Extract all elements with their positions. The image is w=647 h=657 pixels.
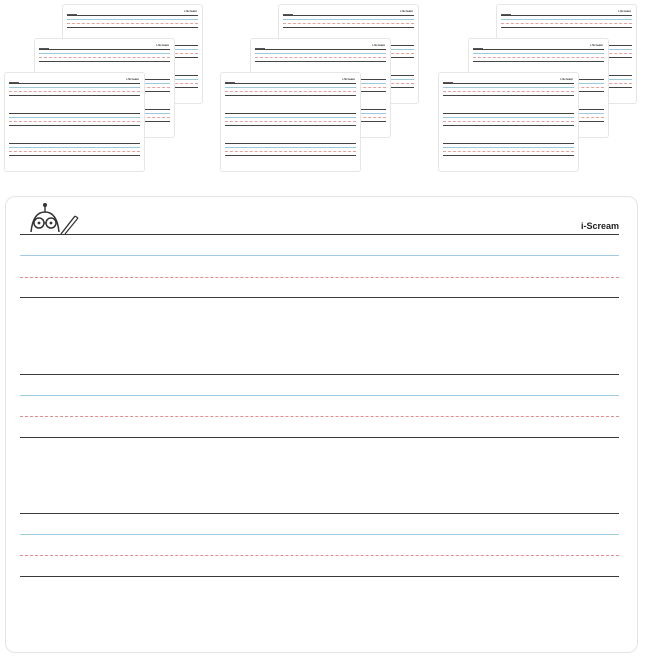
- ruled-line: [283, 19, 414, 20]
- ruled-line: [443, 113, 574, 114]
- ruled-line: [501, 15, 632, 16]
- ruled-line: [443, 117, 574, 118]
- brand-label: i-Scream: [156, 43, 169, 47]
- ruled-line: [443, 87, 574, 88]
- thumbnail-stack-3: [436, 0, 647, 185]
- ruled-line: [473, 53, 604, 54]
- ruled-line: [39, 57, 170, 58]
- ruled-line: [9, 83, 140, 84]
- ruled-line: [225, 155, 356, 156]
- ruled-line: [443, 121, 574, 122]
- ruled-line: [225, 91, 356, 92]
- top-line: [20, 513, 619, 514]
- ruled-line: [255, 57, 386, 58]
- ruled-line: [225, 83, 356, 84]
- brand-label: i-Scream: [400, 9, 413, 13]
- ruled-line: [225, 151, 356, 152]
- brand-label: i-Scream: [126, 77, 139, 81]
- ruled-line: [225, 147, 356, 148]
- guide-line-blue: [20, 395, 619, 396]
- top-line: [20, 234, 619, 235]
- ruled-line: [255, 49, 386, 50]
- baseline: [20, 576, 619, 577]
- guide-line-red: [20, 416, 619, 417]
- ruled-line: [473, 57, 604, 58]
- ruled-line: [9, 95, 140, 96]
- ruled-line: [9, 87, 140, 88]
- brand-label: i-Scream: [618, 9, 631, 13]
- thumbnail-stack-1: [2, 0, 217, 185]
- guide-line-red: [20, 555, 619, 556]
- thumbnail-card: [438, 72, 579, 172]
- thumbnail-card: [220, 72, 361, 172]
- ruled-line: [225, 117, 356, 118]
- ruled-line: [67, 15, 198, 16]
- ruled-line: [225, 113, 356, 114]
- ruled-line: [443, 95, 574, 96]
- thumbnail-card: [4, 72, 145, 172]
- mascot-icon: [9, 76, 19, 83]
- ruled-line: [443, 125, 574, 126]
- brand-label: i-Scream: [580, 221, 619, 231]
- ruled-line: [9, 91, 140, 92]
- ruled-line: [501, 27, 632, 28]
- ruled-line: [225, 121, 356, 122]
- handwriting-sheet: [5, 196, 638, 653]
- ruled-line: [443, 147, 574, 148]
- ruled-line: [255, 53, 386, 54]
- mascot-icon: [283, 8, 293, 15]
- mascot-icon: [67, 8, 77, 15]
- brand-label: i-Scream: [184, 9, 197, 13]
- ruled-line: [473, 49, 604, 50]
- guide-line-blue: [20, 534, 619, 535]
- ruled-line: [443, 143, 574, 144]
- mascot-icon: [473, 42, 483, 49]
- ruled-line: [283, 27, 414, 28]
- mascot-icon: [255, 42, 265, 49]
- ruled-line: [67, 27, 198, 28]
- ruled-line: [225, 87, 356, 88]
- mascot-icon: [225, 76, 235, 83]
- ruled-line: [283, 15, 414, 16]
- ruled-line: [9, 155, 140, 156]
- mascot-icon: [443, 76, 453, 83]
- ruled-line: [9, 147, 140, 148]
- baseline: [20, 437, 619, 438]
- ruled-line: [9, 143, 140, 144]
- pencil-icon: [61, 216, 78, 234]
- ruled-line: [39, 49, 170, 50]
- ruled-line: [255, 61, 386, 62]
- ruled-line: [9, 113, 140, 114]
- ruled-line: [225, 95, 356, 96]
- ruled-line: [39, 53, 170, 54]
- ruled-line: [283, 23, 414, 24]
- ruled-line: [225, 125, 356, 126]
- mascot-icon: [501, 8, 511, 15]
- baseline: [20, 297, 619, 298]
- ruled-line: [9, 125, 140, 126]
- ruled-line: [39, 61, 170, 62]
- ruled-line: [443, 155, 574, 156]
- ruled-line: [67, 19, 198, 20]
- ruled-line: [9, 117, 140, 118]
- ruled-line: [67, 23, 198, 24]
- mascot-icon: [39, 42, 49, 49]
- brand-label: i-Scream: [560, 77, 573, 81]
- ruled-line: [501, 23, 632, 24]
- ruled-line: [501, 19, 632, 20]
- ruled-line: [225, 143, 356, 144]
- brand-label: i-Scream: [590, 43, 603, 47]
- brand-label: i-Scream: [372, 43, 385, 47]
- thumbnail-stack-2: [218, 0, 433, 185]
- ruled-line: [9, 121, 140, 122]
- top-line: [20, 374, 619, 375]
- ruled-line: [473, 61, 604, 62]
- brand-label: i-Scream: [342, 77, 355, 81]
- guide-line-red: [20, 277, 619, 278]
- ruled-line: [443, 83, 574, 84]
- guide-line-blue: [20, 255, 619, 256]
- ruled-line: [443, 91, 574, 92]
- ruled-line: [9, 151, 140, 152]
- ruled-line: [443, 151, 574, 152]
